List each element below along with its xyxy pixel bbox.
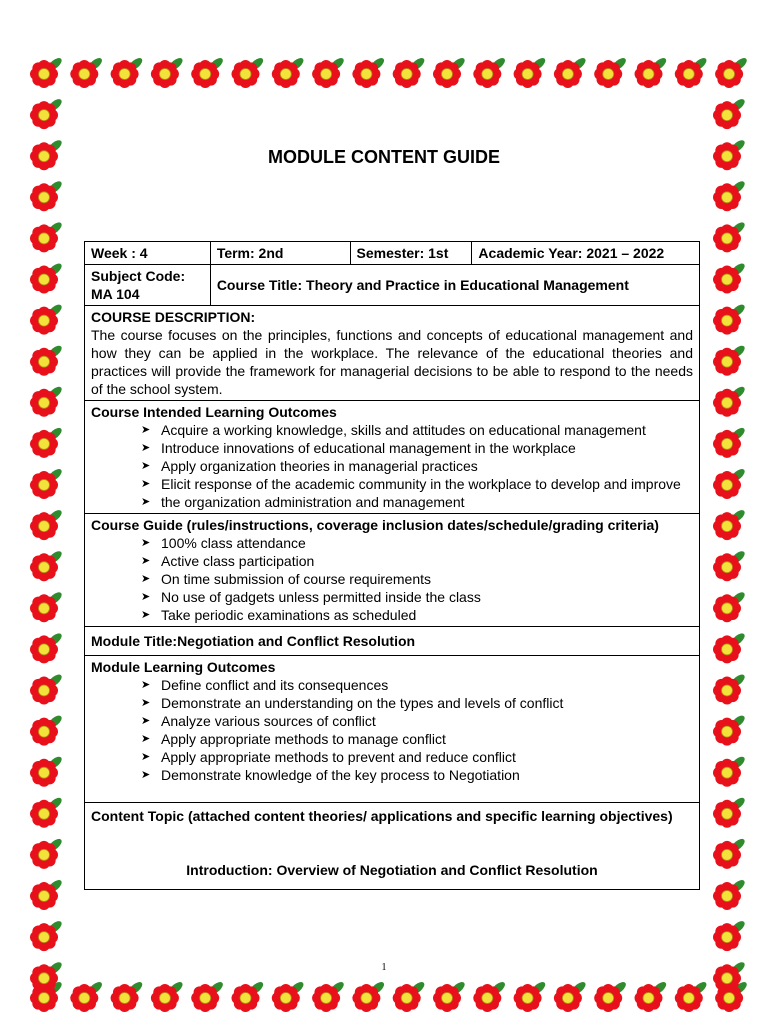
flower-icon	[30, 754, 64, 786]
flower-icon	[30, 878, 64, 910]
flower-icon	[272, 980, 306, 1012]
flower-icon	[232, 980, 266, 1012]
flower-icon	[393, 980, 427, 1012]
flower-icon	[713, 631, 747, 663]
subject-row	[85, 265, 700, 306]
arrowhead-icon: ➤	[141, 733, 151, 745]
flower-icon	[151, 56, 185, 88]
list-item: ➤ Apply appropriate methods to manage conflict	[141, 731, 446, 747]
flower-icon	[30, 837, 64, 869]
arrowhead-icon: ➤	[141, 478, 151, 490]
flower-icon	[713, 713, 747, 745]
learning-outcomes-list	[91, 421, 693, 511]
flower-icon	[514, 980, 548, 1012]
flower-icon	[312, 980, 346, 1012]
flower-icon	[594, 980, 628, 1012]
header-row	[85, 242, 700, 265]
flower-icon	[30, 343, 64, 375]
flower-icon	[191, 980, 225, 1012]
course-title-cell: Course Title: Theory and Practice in Educational Management	[210, 265, 699, 306]
course-description-row	[85, 306, 700, 401]
flower-icon	[715, 56, 749, 88]
flower-icon	[30, 220, 64, 252]
flower-icon	[514, 56, 548, 88]
flower-icon	[713, 754, 747, 786]
course-guide-list	[91, 534, 693, 624]
flower-icon	[433, 56, 467, 88]
course-guide-cell	[85, 514, 700, 627]
flower-icon	[272, 56, 306, 88]
learning-outcomes-heading: Course Intended Learning Outcomes	[91, 404, 337, 420]
flower-icon	[675, 56, 709, 88]
list-item: ➤ Take periodic examinations as scheduled	[141, 607, 417, 623]
arrowhead-icon: ➤	[141, 573, 151, 585]
list-item: ➤ Acquire a working knowledge, skills and attitudes on educational management	[141, 422, 646, 438]
flower-icon	[635, 56, 669, 88]
content-topic-cell	[85, 803, 700, 890]
flower-icon	[30, 97, 64, 129]
arrowhead-icon: ➤	[141, 769, 151, 781]
term-cell: Term: 2nd	[210, 242, 350, 265]
list-item: ➤ Apply appropriate methods to prevent and reduce conflict	[141, 749, 516, 765]
flower-icon	[70, 56, 104, 88]
introduction-heading: Introduction: Overview of Negotiation and Conflict Resolution	[186, 862, 598, 878]
arrowhead-icon: ➤	[141, 496, 151, 508]
flower-icon	[554, 980, 588, 1012]
flower-icon	[433, 980, 467, 1012]
flower-icon	[675, 980, 709, 1012]
arrowhead-icon: ➤	[141, 751, 151, 763]
flower-icon	[713, 343, 747, 375]
list-item: ➤ Demonstrate an understanding on the types and levels of conflict	[141, 695, 564, 711]
page-number: 1	[381, 962, 387, 973]
course-description-text: The course focuses on the principles, functions and concepts of educational management and how they can be applied in the workplace. The relevance of the educational theories and practices will provide the framework for managerial decisions to be able to respond to the needs of the school system.	[91, 327, 693, 397]
flower-icon	[30, 426, 64, 458]
flower-icon	[30, 672, 64, 704]
list-item: ➤ No use of gadgets unless permitted inside the class	[141, 589, 481, 605]
learning-outcomes-cell	[85, 401, 700, 514]
semester-cell: Semester: 1st	[350, 242, 472, 265]
flower-icon	[30, 467, 64, 499]
list-item: ➤ Demonstrate knowledge of the key process to Negotiation	[141, 767, 520, 783]
arrowhead-icon: ➤	[141, 442, 151, 454]
course-description-cell	[85, 306, 700, 401]
module-outcomes-list	[91, 676, 693, 784]
module-outcomes-heading: Module Learning Outcomes	[91, 659, 276, 675]
flower-icon	[713, 590, 747, 622]
module-title-cell: Module Title:Negotiation and Conflict Resolution	[85, 627, 700, 656]
flower-icon	[30, 179, 64, 211]
content-topic-heading: Content Topic (attached content theories/ applications and specific learning objectives)	[91, 808, 673, 824]
flower-icon	[312, 56, 346, 88]
flower-icon	[713, 261, 747, 293]
flower-icon	[30, 56, 64, 88]
module-guide-table	[84, 241, 700, 890]
list-item: ➤ On time submission of course requirements	[141, 571, 431, 587]
list-item: ➤ Active class participation	[141, 553, 315, 569]
course-guide-heading: Course Guide (rules/instructions, coverage inclusion dates/schedule/grading criteria)	[91, 517, 659, 533]
flower-icon	[30, 919, 64, 951]
flower-icon	[713, 302, 747, 334]
flower-icon	[713, 97, 747, 129]
course-description-heading: COURSE DESCRIPTION:	[91, 309, 256, 325]
arrowhead-icon: ➤	[141, 679, 151, 691]
flower-icon	[713, 878, 747, 910]
list-item: ➤ the organization administration and management	[141, 494, 465, 510]
arrowhead-icon: ➤	[141, 424, 151, 436]
flower-icon	[30, 590, 64, 622]
flower-icon	[473, 56, 507, 88]
list-item: ➤ Introduce innovations of educational management in the workplace	[141, 440, 576, 456]
arrowhead-icon: ➤	[141, 697, 151, 709]
content-topic-row	[85, 803, 700, 890]
flower-icon	[30, 508, 64, 540]
flower-icon	[713, 385, 747, 417]
flower-icon	[111, 980, 145, 1012]
module-outcomes-row	[85, 656, 700, 803]
flower-icon	[30, 796, 64, 828]
page-title: MODULE CONTENT GUIDE	[268, 147, 500, 167]
flower-icon	[30, 302, 64, 334]
arrowhead-icon: ➤	[141, 537, 151, 549]
flower-icon	[70, 980, 104, 1012]
flower-icon	[713, 796, 747, 828]
arrowhead-icon: ➤	[141, 591, 151, 603]
course-guide-row	[85, 514, 700, 627]
flower-icon	[352, 56, 386, 88]
flower-icon	[713, 179, 747, 211]
module-title-row	[85, 627, 700, 656]
flower-icon	[393, 56, 427, 88]
week-cell: Week : 4	[85, 242, 211, 265]
learning-outcomes-row	[85, 401, 700, 514]
arrowhead-icon: ➤	[141, 715, 151, 727]
flower-icon	[713, 837, 747, 869]
flower-icon	[713, 467, 747, 499]
list-item: ➤ 100% class attendance	[141, 535, 306, 551]
flower-icon	[713, 426, 747, 458]
flower-icon	[191, 56, 225, 88]
academic-year-cell: Academic Year: 2021 – 2022	[472, 242, 700, 265]
flower-icon	[30, 385, 64, 417]
module-outcomes-cell	[85, 656, 700, 803]
arrowhead-icon: ➤	[141, 460, 151, 472]
arrowhead-icon: ➤	[141, 555, 151, 567]
subject-code-cell: Subject Code: MA 104	[85, 265, 211, 306]
list-item: ➤ Apply organization theories in managerial practices	[141, 458, 478, 474]
flower-icon	[352, 980, 386, 1012]
flower-icon	[30, 549, 64, 581]
list-item: ➤ Define conflict and its consequences	[141, 677, 389, 693]
flower-icon	[554, 56, 588, 88]
flower-icon	[713, 549, 747, 581]
flower-icon	[635, 980, 669, 1012]
flower-icon	[232, 56, 266, 88]
arrowhead-icon: ➤	[141, 609, 151, 621]
flower-icon	[594, 56, 628, 88]
flower-icon	[30, 713, 64, 745]
flower-icon	[30, 631, 64, 663]
flower-icon	[713, 919, 747, 951]
flower-icon	[111, 56, 145, 88]
flower-icon	[713, 672, 747, 704]
flower-icon	[713, 220, 747, 252]
flower-icon	[151, 980, 185, 1012]
flower-icon	[713, 508, 747, 540]
flower-icon	[473, 980, 507, 1012]
list-item: ➤ Elicit response of the academic community in the workplace to develop and improve	[141, 476, 681, 492]
list-item: ➤ Analyze various sources of conflict	[141, 713, 376, 729]
flower-icon	[30, 261, 64, 293]
